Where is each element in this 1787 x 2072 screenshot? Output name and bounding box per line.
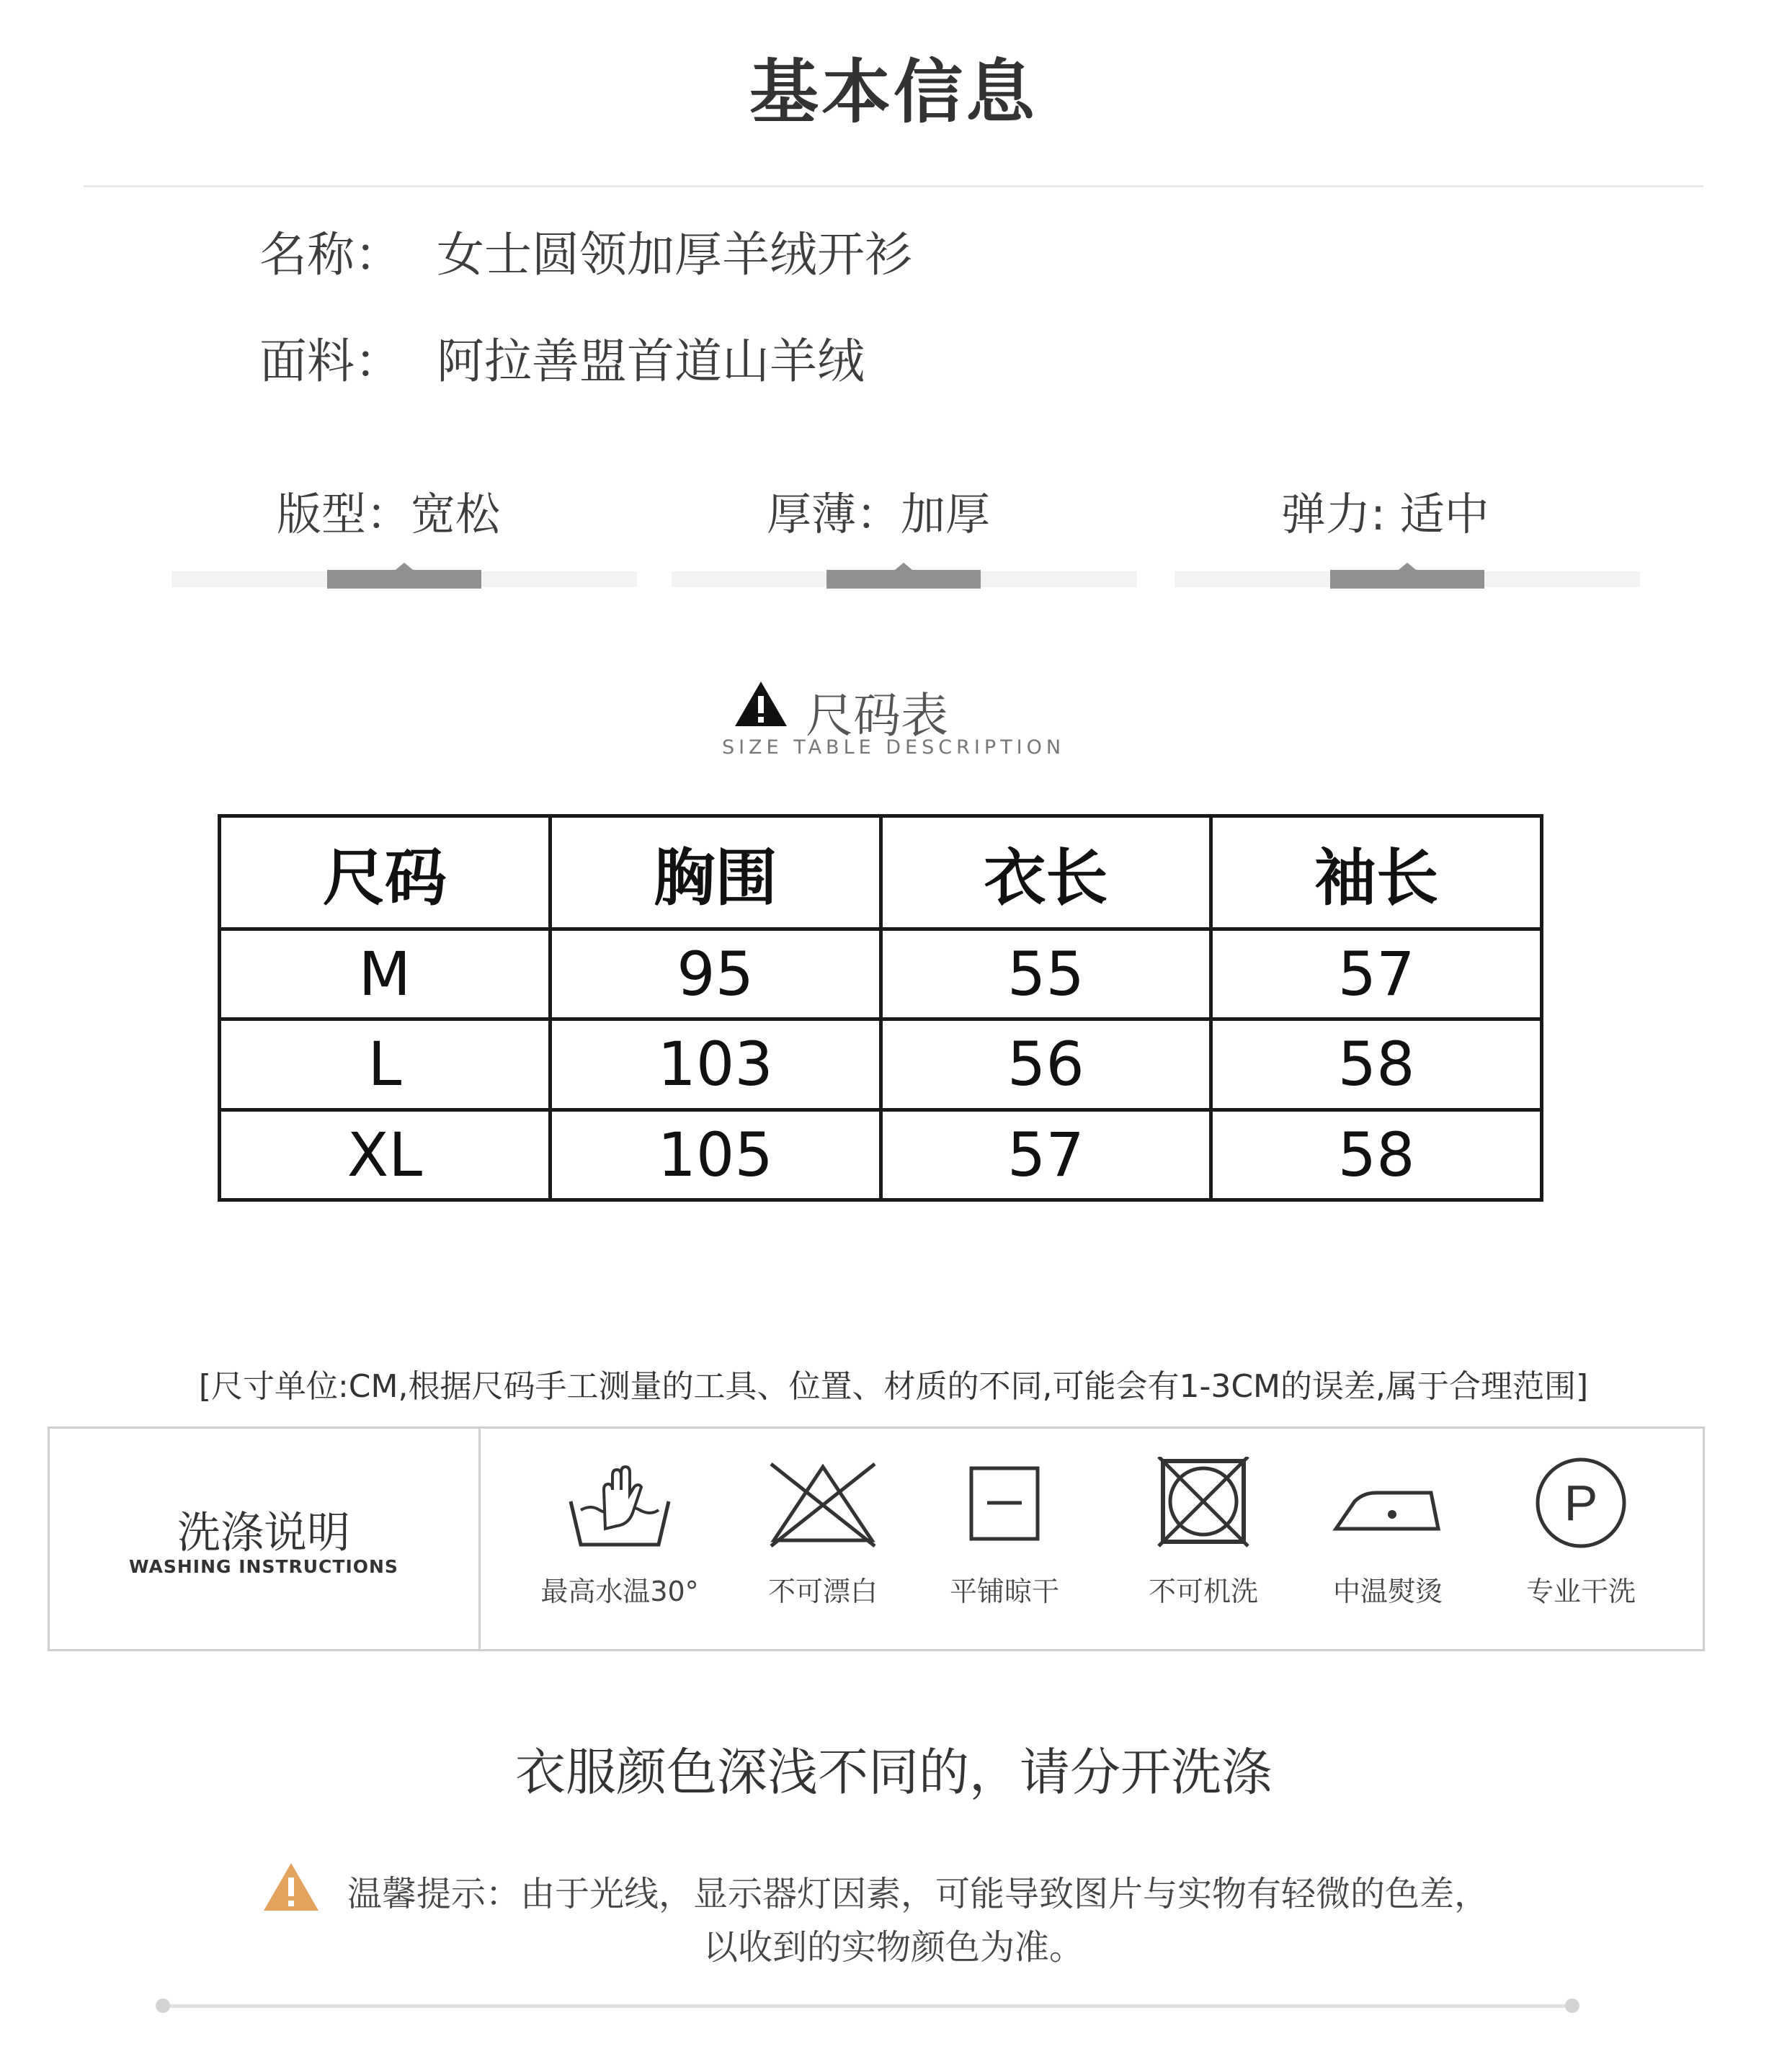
color-tip-line1: 温馨提示：由于光线，显示器灯因素，可能导致图片与实物有轻微的色差， bbox=[347, 1874, 1489, 1914]
table-cell: 56 bbox=[881, 1019, 1211, 1109]
professional-dry-clean-label: 专业干洗 bbox=[1525, 1576, 1636, 1607]
table-header-row bbox=[220, 816, 1542, 929]
elasticity-attribute: 弹力: 适中 bbox=[1281, 488, 1489, 540]
page-title: 基本信息 bbox=[749, 52, 1038, 133]
name-value: 女士圆领加厚羊绒开衫 bbox=[437, 227, 912, 282]
washing-title: 洗涤说明 bbox=[177, 1508, 350, 1558]
separate-wash-reminder: 衣服颜色深浅不同的，请分开洗涤 bbox=[515, 1743, 1272, 1802]
hand-wash-label: 最高水温30° bbox=[540, 1576, 699, 1607]
dry-clean-glyph: P bbox=[1564, 1475, 1598, 1531]
dry-flat-label: 平铺晾干 bbox=[949, 1576, 1059, 1607]
iron-medium-label: 中温熨烫 bbox=[1332, 1576, 1443, 1607]
table-cell: 57 bbox=[1211, 929, 1542, 1019]
no-bleach-icon bbox=[765, 1457, 881, 1550]
iron-medium-icon bbox=[1330, 1457, 1445, 1550]
table-cell: 103 bbox=[550, 1019, 881, 1109]
table-cell: 55 bbox=[881, 929, 1211, 1019]
table-cell: 95 bbox=[550, 929, 881, 1019]
header-length: 衣长 bbox=[881, 816, 1211, 929]
bottom-divider bbox=[163, 2004, 1575, 2008]
elasticity-scale-indicator bbox=[1330, 570, 1484, 589]
professional-dry-clean-icon bbox=[1523, 1457, 1639, 1550]
hand-wash-icon bbox=[562, 1457, 677, 1550]
table-row bbox=[220, 929, 1542, 1019]
table-cell: XL bbox=[220, 1109, 551, 1200]
color-tip-line2: 以收到的实物颜色为准。 bbox=[703, 1927, 1084, 1968]
fabric-value: 阿拉善盟首道山羊绒 bbox=[437, 334, 865, 389]
no-machine-wash-label: 不可机洗 bbox=[1148, 1576, 1258, 1607]
thickness-scale-indicator bbox=[826, 570, 981, 589]
thickness-attribute: 厚薄：加厚 bbox=[767, 488, 991, 540]
table-cell: M bbox=[220, 929, 551, 1019]
size-table-subtitle: SIZE TABLE DESCRIPTION bbox=[721, 736, 1066, 759]
divider-dot bbox=[1565, 1999, 1579, 2013]
washing-subtitle: WASHING INSTRUCTIONS bbox=[129, 1556, 398, 1577]
warning-icon bbox=[262, 1862, 320, 1912]
divider-dot bbox=[156, 1999, 170, 2013]
table-cell: 57 bbox=[881, 1109, 1211, 1200]
size-table bbox=[218, 814, 1543, 1202]
title-divider bbox=[84, 185, 1703, 187]
fabric-label: 面料： bbox=[259, 334, 402, 389]
header-chest: 胸围 bbox=[550, 816, 881, 929]
table-row bbox=[220, 1019, 1542, 1109]
table-row bbox=[220, 1109, 1542, 1200]
header-sleeve: 袖长 bbox=[1211, 816, 1542, 929]
warning-icon bbox=[734, 680, 788, 728]
fit-scale-indicator bbox=[327, 570, 481, 589]
size-note: [尺寸单位:CM,根据尺码手工测量的工具、位置、材质的不同,可能会有1-3CM的误差,属于合理范围] bbox=[198, 1368, 1589, 1405]
dry-flat-icon bbox=[947, 1457, 1062, 1550]
table-cell: L bbox=[220, 1019, 551, 1109]
table-cell: 58 bbox=[1211, 1019, 1542, 1109]
name-label: 名称： bbox=[259, 227, 402, 282]
table-cell: 58 bbox=[1211, 1109, 1542, 1200]
no-bleach-label: 不可漂白 bbox=[767, 1576, 878, 1607]
no-machine-wash-icon bbox=[1146, 1457, 1261, 1550]
table-cell: 105 bbox=[550, 1109, 881, 1200]
fit-attribute: 版型：宽松 bbox=[277, 488, 501, 540]
size-table-title: 尺码表 bbox=[806, 688, 948, 743]
header-size: 尺码 bbox=[220, 816, 551, 929]
